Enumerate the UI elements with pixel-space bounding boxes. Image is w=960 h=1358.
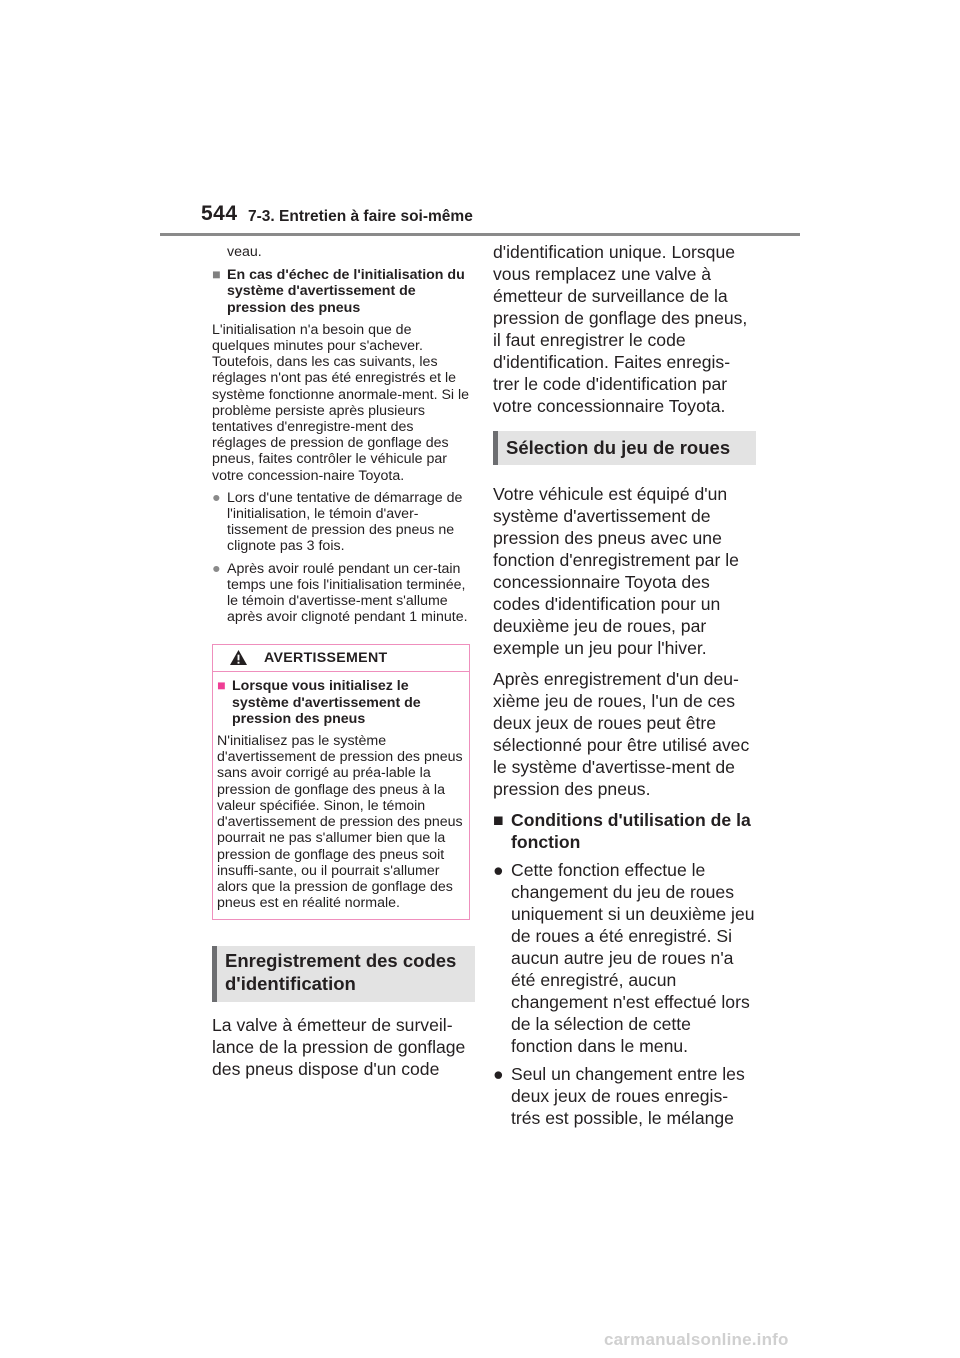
section-title: 7-3. Entretien à faire soi-même	[248, 208, 473, 225]
dot-bullet-icon: ●	[493, 1064, 504, 1084]
list-item-text: Lors d'une tentative de démarrage de l'initialisation, le témoin d'aver-tissement de pression des pneus ne clignote pas 3 fois.	[227, 489, 463, 555]
wheelset-banner: Sélection du jeu de roues	[493, 431, 756, 465]
wheelset-paragraph-2: Après enregistrement d'un deu-xième jeu de roues, l'un de ces deux jeux de roues peut être sélectionné pour être utilisé avec le système d'avertisse-ment de pression des pneus.	[493, 669, 750, 799]
list-item-text: Après avoir roulé pendant un cer-tain temps une fois l'initialisation terminée, le témoin d'avertisse-ment s'allume après avoir clignoté pendant 1 minute.	[227, 560, 468, 626]
list-item-text: Seul un changement entre les deux jeux de roues enregis-trés est possible, le mélange	[511, 1064, 745, 1128]
id-text: La valve à émetteur de surveil-lance de la pression de gonflage des pneus dispose d'un code	[212, 1015, 466, 1080]
dot-bullet-icon: ●	[212, 560, 221, 577]
failure-text: L'initialisation n'a besoin que de quelques minutes pour s'achever. Toutefois, dans les cas suivants, les réglages n'ont pas été enregistrés et le système fonctionne anormale-ment. Si le problème persiste après plusieurs tentatives d'enregistre-ment des réglages de pression de gonflage des pneus, faites contrôler le véhicule par votre concession-naire Toyota.	[212, 321, 470, 484]
warning-heading	[217, 678, 463, 727]
footer-watermark: carmanualsonline.info	[604, 1330, 789, 1349]
left-column	[212, 244, 470, 1080]
failure-heading	[212, 267, 470, 316]
warning-box	[212, 644, 470, 920]
continuation-text: veau.	[227, 244, 262, 260]
id-codes-banner: Enregistrement des codes d'identification	[212, 946, 475, 1002]
conditions-heading	[493, 809, 755, 853]
warning-heading-text: Lorsque vous initialisez le système d'avertissement de pression des pneus	[232, 678, 421, 727]
warning-body	[213, 672, 469, 919]
list-item	[493, 859, 755, 1057]
list-item	[212, 490, 470, 555]
square-bullet-icon: ■	[217, 678, 226, 695]
dot-bullet-icon: ●	[212, 489, 221, 506]
list-item	[493, 1063, 755, 1129]
warning-text: N'initialisez pas le système d'avertissement de pression des pneus sans avoir corrigé au préa-lable la pression de gonflage des pneus à la valeur spécifiée. Sinon, le témoin d'avertissement de pression des pneus pourrait ne pas s'allumer bien que la pression de gonflage des pneus soit insuffi-sante, ou il pourrait s'allumer alors que la pression de gonflage des pneus est en réalité normale.	[217, 733, 463, 912]
list-item-text: Cette fonction effectue le changement du jeu de roues uniquement si un deuxième jeu de roues a été enregistré. Si aucun autre jeu de roues n'a été enregistré, aucun changement n'est effectué lors de la sélection de cette fonction dans le menu.	[511, 860, 755, 1056]
wheelset-paragraph-1: Votre véhicule est équipé d'un système d'avertissement de pression des pneus avec une fonction d'enregistrement par le concessionnaire Toyota des codes d'identification pour un deuxième jeu de roues, par exemple un jeu pour l'hiver.	[493, 484, 739, 658]
warning-triangle-icon	[229, 649, 248, 666]
square-bullet-icon: ■	[212, 267, 221, 284]
conditions-heading-text: Conditions d'utilisation de la fonction	[511, 810, 751, 852]
warning-title: AVERTISSEMENT	[264, 650, 388, 667]
square-bullet-icon: ■	[493, 810, 504, 830]
right-column	[493, 241, 755, 1135]
list-item	[212, 561, 470, 626]
page-number: 544	[201, 202, 238, 225]
id-text-continued: d'identification unique. Lorsque vous remplacez une valve à émetteur de surveillance de la pression de gonflage des pneus, il faut enregistrer le code d'identification. Faites enregis-trer le code d'identification par votre concessionnaire Toyota.	[493, 242, 748, 416]
header-rule	[160, 233, 800, 236]
failure-heading-text: En cas d'échec de l'initialisation du système d'avertissement de pression des pneus	[227, 267, 465, 316]
dot-bullet-icon: ●	[493, 860, 504, 880]
warning-header	[213, 645, 469, 672]
